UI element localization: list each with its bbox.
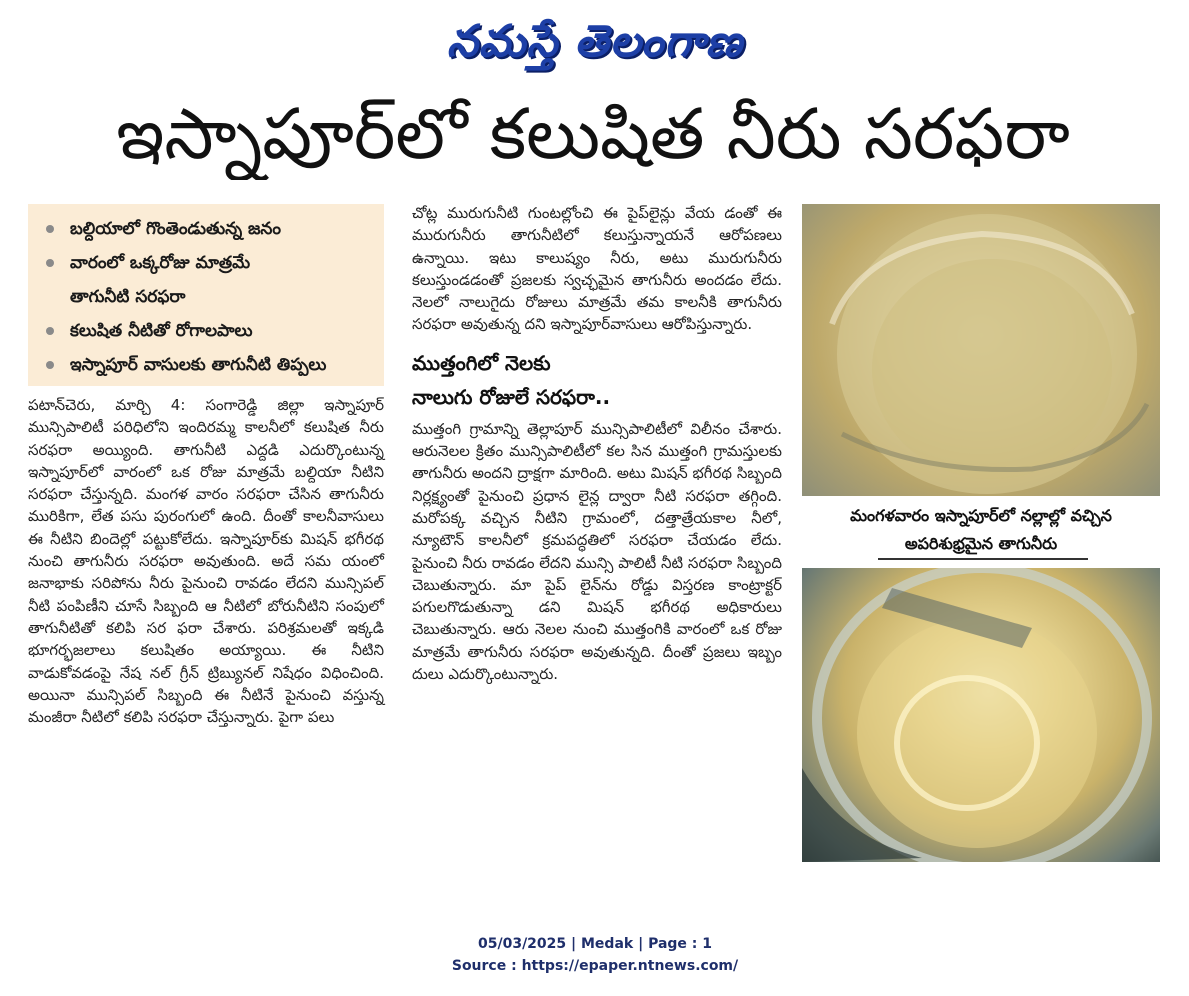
water-bowl-illustration — [802, 204, 1160, 496]
footer-date-edition: 05/03/2025 | Medak | Page : 1 — [477, 936, 713, 952]
highlight-item — [44, 246, 374, 280]
highlight-text: వారంలో ఒక్కరోజు మాత్రమే — [70, 253, 251, 273]
photo-caption-line-2: అపరిశుభ్రమైన తాగునీరు — [904, 534, 1058, 553]
photo-caption — [802, 502, 1160, 558]
article-column-2-top — [412, 202, 782, 685]
article-headline: ఇస్నాపూర్‌లో కలుషిత నీరు సరఫరా — [116, 93, 1070, 175]
article-column-2-top-text: చోట్ల మురుగునీటి గుంటల్లోంచి ఈ పైప్‌లైన్లు వేయ డంతో ఈ మురుగునీరు తాగునీటిలో కలుస్తున్నాయనే ఆరోపణలు ఉన్నాయి. ఇటు కాలుష్యం నీరు, అటు మురుగునీరు కలుస్తుండడంతో ప్రజలకు స్వచ్ఛమైన తాగునీరు అందడం లేదు. నెలలో నాలుగైదు రోజులు మాత్రమే తమ కాలనీకి తాగునీరు సరఫరా అవుతున్న దని ఇస్నాపూర్‌వాసులు ఆరోపిస్తున్నారు. — [412, 204, 782, 334]
sub-heading-line-2: నాలుగు రోజులే సరఫరా.. — [412, 384, 611, 409]
footer-source: Source : https://epaper.ntnews.com/ — [451, 958, 739, 974]
sub-heading-line-1: ముత్తంగిలో నెలకు — [412, 350, 551, 375]
highlight-text: తాగునీటి సరఫరా — [70, 287, 186, 307]
caption-underline — [878, 558, 1088, 560]
highlights-box — [28, 204, 384, 386]
water-glass-illustration — [802, 568, 1160, 862]
bullet-icon — [46, 225, 54, 233]
highlight-item — [44, 348, 374, 382]
article-column-1: పటాన్‌చెరు, మార్చి 4: సంగారెడ్డి జిల్లా ఇస్నాపూర్ మున్సిపాలిటీ పరిధిలోని ఇందిరమ్మ కాలనీలో కలుషిత నీరు సరఫరా అయ్యింది. తాగునీటి ఎద్దడి ఎదుర్కొంటున్న ఇస్నాపూర్‌లో వారంలో ఒక రోజు మాత్రమే బల్దియా నీటిని సరఫరా చేస్తున్నది. మంగళ వారం సరఫరా చేసిన తాగునీరు మురికిగా, లేత పసు పురంగులో ఉంది. దీంతో కాలనీవాసులు ఈ నీటిని బిందెల్లో పట్టుకోలేదు. ఇస్నాపూర్‌కు మిషన్ భగీరథ నుంచి తాగునీరు సరఫరా అవుతుంది. అదే సమ యంలో జనాభాకు సరిపోను నీరు పైనుంచి రావడం లేదని మున్సిపల్ నీటి పంపిణీని చూసే సిబ్బంది ఆ నీటిలో బోరునీటిని సంపులో తాగునీటితో కలిపి సర ఫరా చేశారు. పరిశ్రమలతో ఇక్కడి భూగర్భజలాలు కలుషితం అయ్యాయి. ఈ నీటిని వాడుకోవడంపై నేష నల్ గ్రీన్ ట్రిబ్యునల్ నిషేధం విధించింది. అయినా మున్సిపల్ సిబ్బంది ఈ నీటినే పైనుంచి వస్తున్న మంజీరా నీటిలో కలిపి సరఫరా చేస్తున్నారు. పైగా పలు — [28, 396, 384, 727]
highlight-item-continuation — [44, 280, 374, 314]
bullet-icon — [46, 361, 54, 369]
bullet-icon — [46, 259, 54, 267]
contaminated-water-photo-2 — [802, 568, 1160, 862]
article-column-2-bottom: ముత్తంగి గ్రామాన్ని తెల్లాపూర్ మున్సిపాలిటీలో విలీనం చేశారు. ఆరునెలల క్రితం మున్సిపాలిటీలో కల సిన ముత్తంగి గ్రామస్తులకు తాగునీరు అందని ద్రాక్షగా మారింది. అటు మిషన్ భగీరథ సిబ్బంది నిర్లక్ష్యంతో పైనుంచి ప్రధాన లైన్ల ద్వారా నీటి సరఫరా తగ్గింది. మరోపక్క వచ్చిన నీటిని గ్రామంలో, దత్తాత్రేయకాల నీలో, న్యూటౌన్ కాలనీలో క్రమపద్ధతిలో సరఫరా చేయడం లేదు. పైనుంచి నీరు రావడం లేదని మున్సి పాలిటీ నీటి సరఫరా సిబ్బంది చెబుతున్నారు. మా పైప్ లైన్‌ను రోడ్డు విస్తరణ కాంట్రాక్టర్ పగులగొడుతున్నా డని మిషన్ భగీరథ అధికారులు చెబుతున్నారు. ఆరు నెలల నుంచి ముత్తంగికి వారంలో ఒక రోజు మాత్రమే తాగునీరు సరఫరా అవుతున్నది. దీంతో ప్రజలు ఇబ్బం దులు ఎదుర్కొంటున్నారు. — [412, 419, 782, 684]
photo-caption-line-1: మంగళవారం ఇస్నాపూర్‌లో నల్లాల్లో వచ్చిన — [850, 506, 1112, 525]
highlight-text: బల్దియాలో గొంతెండుతున్న జనం — [70, 219, 281, 239]
highlight-item — [44, 212, 374, 246]
highlight-item — [44, 314, 374, 348]
bullet-icon — [46, 327, 54, 335]
highlight-text: కలుషిత నీటితో రోగాలపాలు — [70, 321, 253, 341]
newspaper-masthead: నమస్తే తెలంగాణ — [446, 16, 744, 67]
contaminated-water-photo-1 — [802, 204, 1160, 496]
highlight-text: ఇస్నాపూర్ వాసులకు తాగునీటి తిప్పలు — [70, 355, 327, 375]
